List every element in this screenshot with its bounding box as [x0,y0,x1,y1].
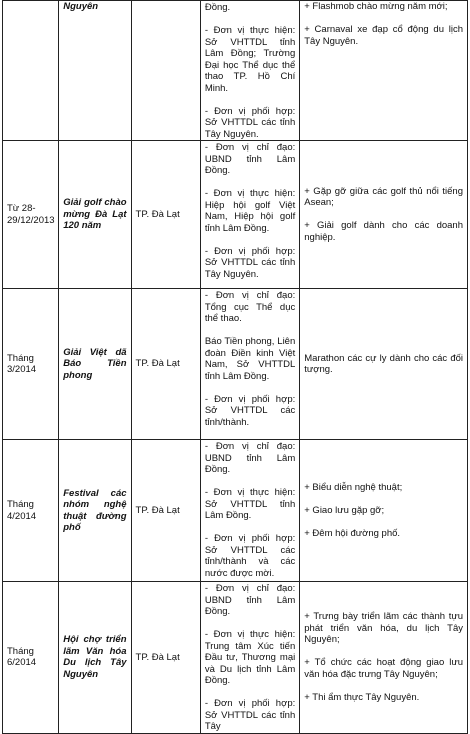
activities-cell [300,289,468,440]
table-row [3,582,468,734]
activity-line: + Carnaval xe đạp cổ động du lịch Tây Nguyên. [304,24,463,47]
units-cell [200,440,299,582]
time-cell: Tháng 4/2014 [3,440,59,582]
unit-line: - Đơn vị thực hiện: Hiệp hội golf Việt Nam, Hiệp hội golf tỉnh Lâm Đồng. [204,188,296,234]
unit-line: - Đơn vị phối hợp: Sở VHTTDL các tỉnh Tây Nguyên. [204,245,296,280]
units-cell [200,141,299,289]
place-cell: TP. Đà Lạt [131,141,200,289]
activities-cell [300,440,468,582]
activity-line: + Trưng bày triển lãm các thành tựu phát triển văn hóa, du lịch Tây Nguyên; [304,611,463,646]
unit-line: Báo Tiền phong, Liên đoàn Điền kinh Việt Nam, Sở VHTTDL tỉnh Lâm Đồng. [204,336,296,382]
event-cell: Giải Việt dã Báo Tiền phong [59,289,131,440]
activities-cell [300,1,468,141]
unit-line: - Đơn vị chỉ đạo: UBND tỉnh Lâm Đồng. [204,583,296,617]
activities-cell [300,582,468,734]
activity-line: + Biểu diễn nghệ thuật; [304,481,403,493]
place-cell: TP. Đà Lạt [131,289,200,440]
time-cell: Tháng 6/2014 [3,582,59,734]
place-cell [131,1,200,141]
units-cell [200,289,299,440]
event-cell: Festival các nhóm nghệ thuật đường phố [59,440,131,582]
activity-line: + Gặp gỡ giữa các golf thủ nổi tiếng Asean; [304,185,463,209]
unit-line: - Đơn vị phối hợp: Sở VHTTDL các tỉnh/thành và các nước được mời. [204,533,296,579]
activities-cell [300,141,468,289]
table-row [3,289,468,440]
unit-line: - Đơn vị thực hiện: Trung tâm Xúc tiến Đầu tư, Thương mại và Du lịch tỉnh Lâm Đồng. [204,629,296,686]
table-row [3,440,468,582]
event-cell: Giải golf chào mừng Đà Lạt 120 năm [59,141,131,289]
activity-line: + Giải golf dành cho các doanh nghiệp. [304,220,463,243]
unit-line: - Đơn vị thực hiện: Sở VHTTDL tỉnh Lâm Đồng; Trường Đại học Thể dục thể thao TP. Hồ Chí Minh. [204,25,296,94]
activity-line: + Tổ chức các hoạt động giao lưu văn hóa đặc trưng Tây Nguyên; [304,657,463,680]
table-row [3,141,468,289]
unit-line: - Đơn vị phối hợp: Sở VHTTDL các tỉnh/thành. [204,393,296,428]
event-cell: Hội chợ triển lãm Văn hóa Du lịch Tây Nguyên [59,582,131,734]
place-cell: TP. Đà Lạt [131,582,200,734]
unit-line: - Đơn vị chỉ đạo: Tổng cục Thể dục thể thao. [204,290,296,324]
unit-line: Đồng. [204,2,231,13]
activity-line: Marathon các cự ly dành cho các đối tượng. [304,352,463,375]
time-cell: Từ 28-29/12/2013 [3,141,59,289]
activity-line: + Thi ẩm thực Tây Nguyên. [304,691,420,703]
events-table [2,0,468,734]
units-cell [200,582,299,734]
unit-line: - Đơn vị phối hợp: Sở VHTTDL các tỉnh Tây Nguyên. [204,105,296,140]
unit-line: - Đơn vị chỉ đạo: UBND tỉnh Lâm Đồng. [204,441,296,475]
event-cell: Nguyên [59,1,131,141]
activity-line: + Flashmob chào mừng năm mới; [304,1,448,12]
unit-line: - Đơn vị thực hiện: Sở VHTTDL tỉnh Lâm Đồng. [204,487,296,521]
units-cell [200,1,299,141]
activity-line: + Giao lưu gặp gỡ; [304,504,385,516]
unit-line: - Đơn vị phối hợp: Sở VHTTDL các tỉnh Tây [204,698,296,732]
place-cell: TP. Đà Lạt [131,440,200,582]
time-cell [3,1,59,141]
activity-line: + Đêm hội đường phố. [304,527,401,539]
time-cell: Tháng 3/2014 [3,289,59,440]
table-row [3,1,468,141]
unit-line: - Đơn vị chỉ đạo: UBND tỉnh Lâm Đồng. [204,142,296,176]
